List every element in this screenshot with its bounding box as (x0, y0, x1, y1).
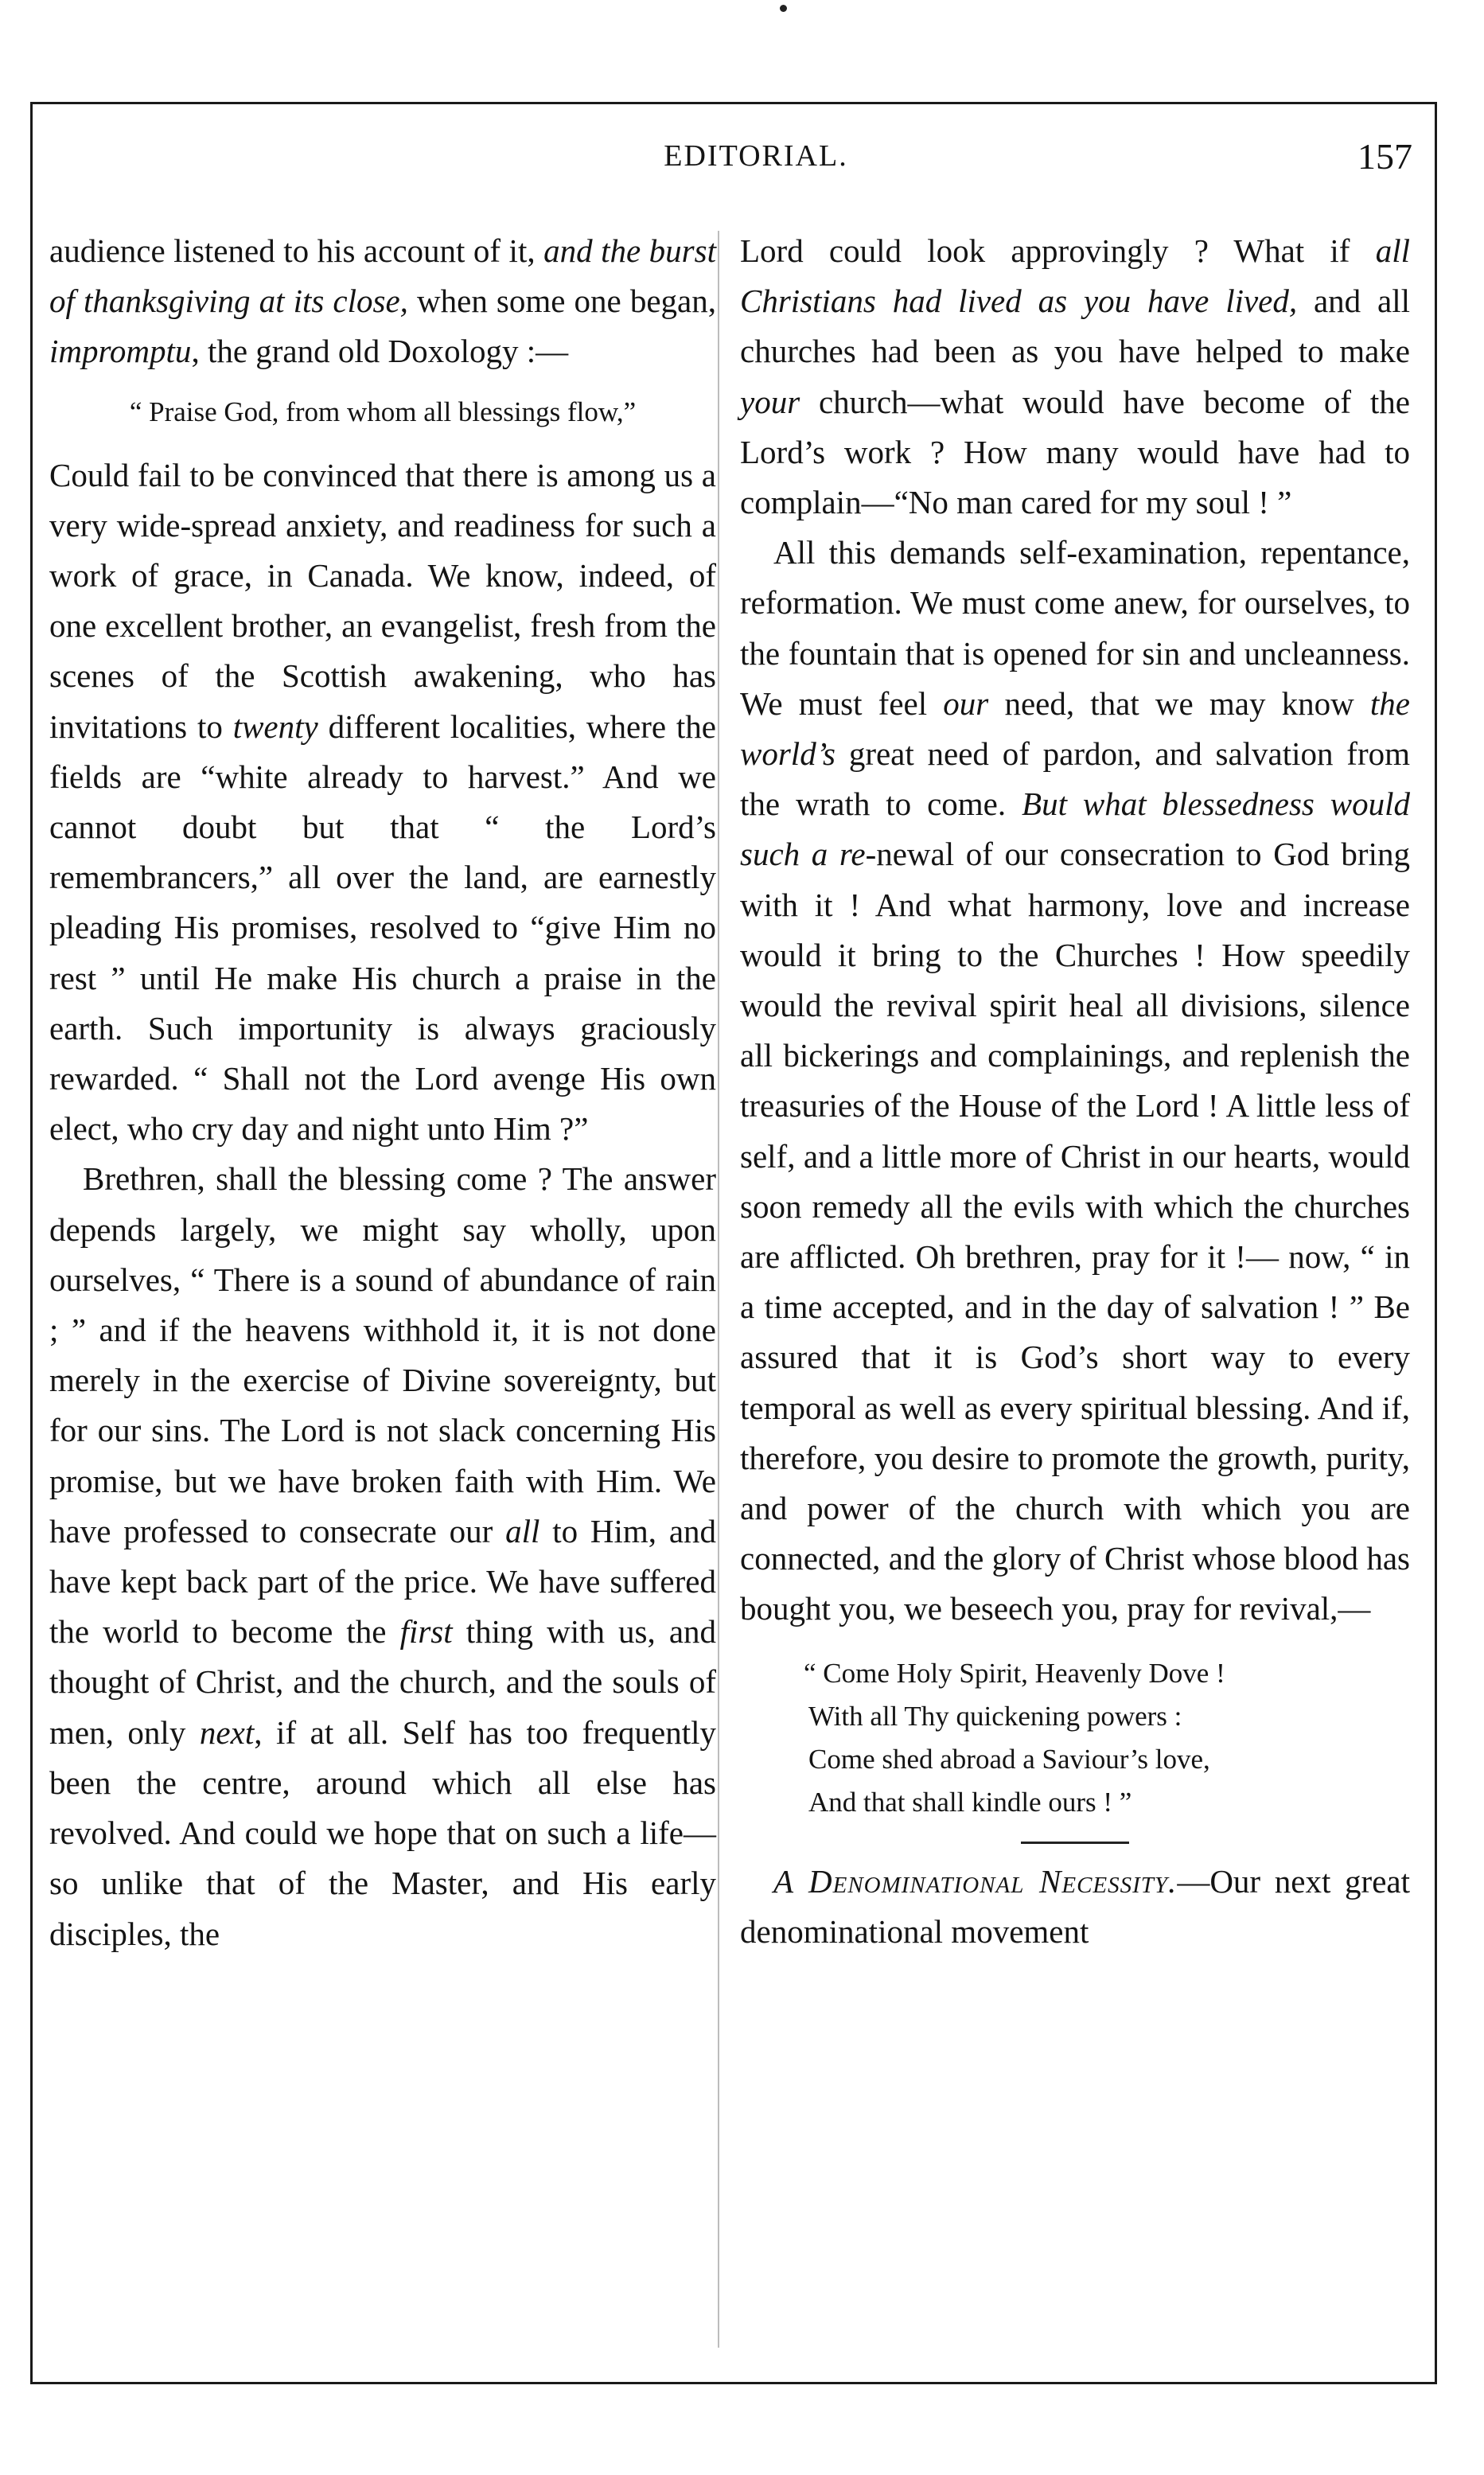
verse-line: “ Come Holy Spirit, Heavenly Dove ! (804, 1657, 1225, 1689)
hymn-verse (804, 1652, 1410, 1824)
left-column (49, 226, 716, 1959)
left-paragraph-3: Brethren, shall the blessing come ? The answer depends largely, we might say wholly, upon ourselves, “ There is a sound of abundance of rain ; ” and if the heavens withhold it, it is not done merely in the exercise of Divine sovereignty, but for our sins. The Lord is not slack concerning His promise, but we have broken faith with Him. We have professed to consecrate our all to Him, and have kept back part of the price. We have suffered the world to become the first thing with us, and thought of Christ, and the church, and the souls of men, only next, if at all. Self has too frequently been the centre, around which all else has revolved. And could we hope that on such a life—so unlike that of the Master, and His early disciples, the (49, 1160, 717, 1952)
frame-top-border (30, 102, 1437, 104)
page-number: 157 (1357, 136, 1412, 177)
column-divider (718, 231, 719, 2348)
verse-line: And that shall kindle ours ! ” (808, 1786, 1132, 1818)
verse-line: Come shed abroad a Saviour’s love, (808, 1743, 1210, 1775)
right-paragraph-2: All this demands self-examination, repentance, reformation. We must come anew, for ourselves, to the fountain that is opened for sin and uncleanness. We must feel our need, that we may know the world’s great need of pardon, and salvation from the wrath to come. But what blessedness would such a re-newal of our consecration to God bring with it ! And what harmony, love and increase would it bring to the Churches ! How speedily would the revival spirit heal all divisions, silence all bickerings and complainings, and replenish the treasuries of the House of the Lord ! A little less of self, and a little more of Christ in our hearts, would soon remedy all the evils with which the churches are afflicted. Oh brethren, pray for it !— now, “ in a time accepted, and in the day of salvation ! ” Be assured that it is God’s short way to every temporal as well as every spiritual blessing. And if, therefore, you desire to promote the growth, purity, and power of the church with which you are connected, and the glory of Christ whose blood has bought you, we beseech you, pray for revival,— (740, 534, 1411, 1627)
right-column (740, 226, 1410, 1957)
frame-left-border (30, 102, 33, 2384)
frame-bottom-border (30, 2382, 1437, 2384)
frame-right-border (1435, 102, 1437, 2384)
right-paragraph-3: A Denominational Necessity.—Our next great denominational movement (740, 1862, 1411, 1950)
left-paragraph-1: audience listened to his account of it, and the burst of thanksgiving at its close, when some one began, impromptu, the grand old Doxology :— (49, 232, 716, 370)
running-header: EDITORIAL. (664, 139, 848, 173)
doxology-quote: “ Praise God, from whom all blessings flow,” (129, 396, 637, 427)
section-divider-rule (1021, 1842, 1129, 1844)
top-dot-mark (780, 5, 787, 12)
right-paragraph-1: Lord could look approvingly ? What if all Christians had lived as you have lived, and all churches had been as you have helped to make your church—what would have become of the Lord’s work ? How many would have had to complain—“No man cared for my soul ! ” (740, 232, 1410, 521)
verse-line: With all Thy quickening powers : (808, 1700, 1182, 1732)
section-heading: A Denominational Necessity. (773, 1862, 1178, 1900)
left-paragraph-2: Could fail to be convinced that there is among us a very wide-spread anxiety, and readiness for such a work of grace, in Canada. We know, indeed, of one excellent brother, an evangelist, fresh from the scenes of the Scottish awakening, who has invitations to twenty different localities, where the fields are “white already to harvest.” And we cannot doubt but that “ the Lord’s remembrancers,” all over the land, are earnestly pleading His promises, resolved to “give Him no rest ” until He make His church a praise in the earth. Such importunity is always graciously rewarded. “ Shall not the Lord avenge His own elect, who cry day and night unto Him ?” (49, 456, 716, 1148)
